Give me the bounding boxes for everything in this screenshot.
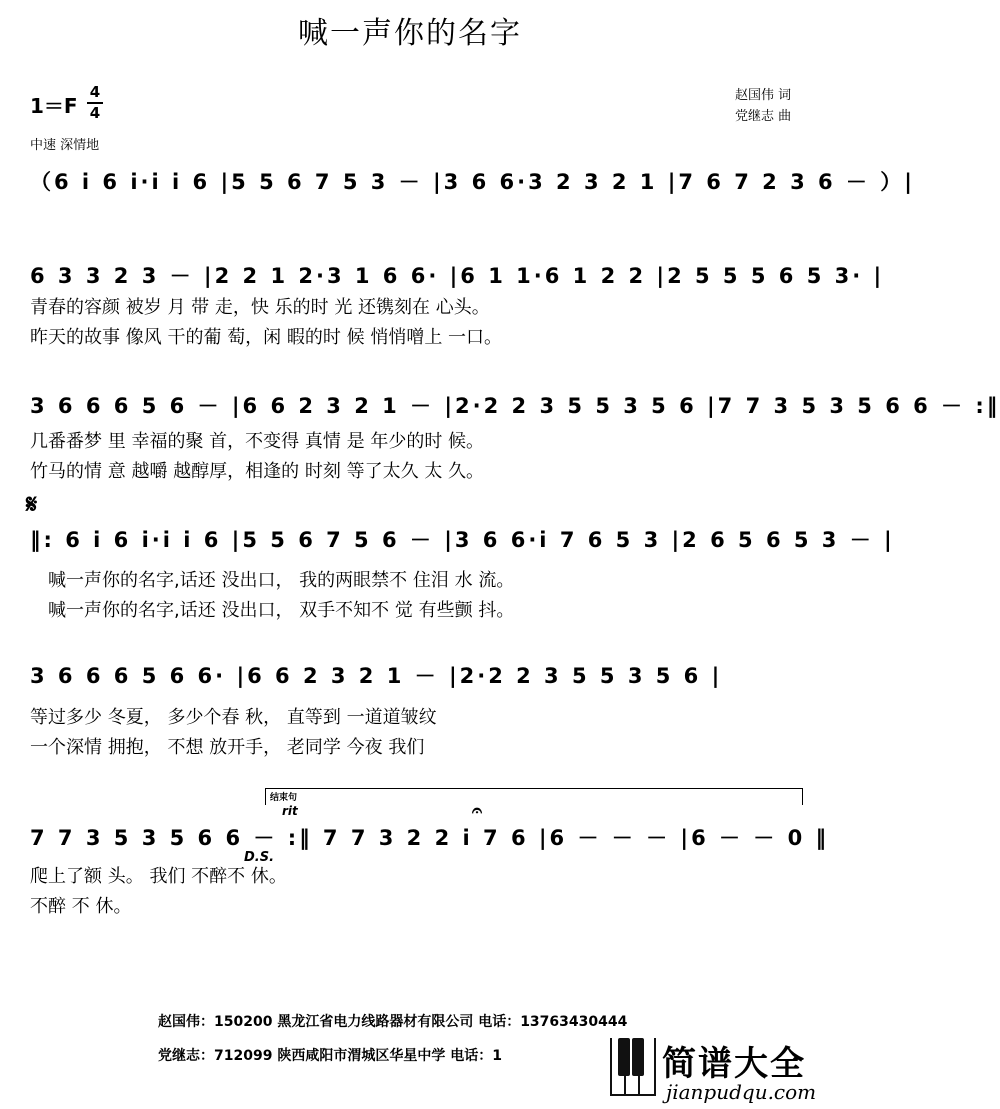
score-row-5 xyxy=(30,656,802,690)
lyric-row-2-verse-1: 青春的容颜 被岁 月 带 走，快 乐的时 光 还镌刻在 心头。 xyxy=(30,297,490,318)
lyric-row-4-verse-2: 喊一声你的名字,话还 没出口， 双手不知不 觉 有些颤 抖。 xyxy=(48,600,515,621)
meter-bottom: 4 xyxy=(89,104,101,122)
meter-top: 4 xyxy=(89,83,101,101)
lyric-row-6-verse-1: 爬上了额 头。 我们 不醉不 休。 xyxy=(30,866,287,887)
lyric-row-5-verse-1: 等过多少 冬夏， 多少个春 秋， 直等到 一道道皱纹 xyxy=(30,707,437,728)
lyricist-credit: 赵国伟 词 xyxy=(735,88,792,103)
time-signature xyxy=(87,84,103,122)
notes-row-6: 7 7 3 5 3 5 6 6 － :‖ 7 7 3 2 2 i 7 6 |6 － － － |6 － － 0 ‖ xyxy=(30,826,830,850)
logo-url: jianpudqu.com xyxy=(666,1080,817,1104)
piano-keys-icon xyxy=(610,1038,660,1098)
lyric-row-6-verse-2: 不醉 不 休。 xyxy=(30,896,132,917)
tempo-marking: 中速 深情地 xyxy=(30,138,100,153)
fermata-icon: 𝄐 xyxy=(472,800,483,821)
key-signature: 1＝F xyxy=(30,94,78,118)
lyric-row-3-verse-1: 几番番梦 里 幸福的聚 首，不变得 真情 是 年少的时 候。 xyxy=(30,431,485,452)
notes-row-2: 6 3 3 2 3 － |2 2 1 2·3 1 6 6· |6 1 1·6 1 2 2 |2 5 5 5 6 5 3· | xyxy=(30,264,885,288)
ds-marking: D.S. xyxy=(244,850,275,865)
logo-name: 简谱大全 xyxy=(662,1044,806,1084)
lyric-row-5-verse-2: 一个深情 拥抱， 不想 放开手， 老同学 今夜 我们 xyxy=(30,737,425,758)
notes-row-1: （6 i 6 i·i i 6 |5 5 6 7 5 3 － |3 6 6·3 2 3 2 1 |7 6 7 2 3 6 － ）| xyxy=(30,170,915,194)
segno-sign: 𝄋 xyxy=(26,490,38,520)
score-row-2 xyxy=(30,256,885,290)
notes-row-5: 3 6 6 6 5 6 6· |6 6 2 3 2 1 － |2·2 2 3 5 5 3 5 6 | xyxy=(30,664,723,688)
notes-row-3: 3 6 6 6 5 6 － |6 6 2 3 2 1 － |2·2 2 3 5 5 3 5 6 |7 7 3 5 3 5 6 6 － :‖ xyxy=(30,394,1000,418)
notes-row-4: ‖: 6 i 6 i·i i 6 |5 5 6 7 5 6 － |3 6 6·i 7 6 5 3 |2 6 5 6 5 3 － | xyxy=(30,528,895,552)
score-row-6 xyxy=(30,818,830,852)
song-title: 喊一声你的名字 xyxy=(298,16,522,51)
lyric-row-2-verse-2: 昨天的故事 像风 干的葡 萄，闲 暇的时 候 悄悄噌上 一口。 xyxy=(30,327,503,348)
lyric-row-4-verse-1: 喊一声你的名字,话还 没出口， 我的两眼禁不 住泪 水 流。 xyxy=(48,570,515,591)
score-row-3 xyxy=(30,386,1000,420)
rit-marking: rit xyxy=(282,804,298,818)
composer-credit: 党继志 曲 xyxy=(735,109,792,124)
site-logo xyxy=(610,1034,820,1104)
footer-contact-composer: 党继志：712099 陕西咸阳市渭城区华星中学 电话：1 xyxy=(158,1048,502,1064)
ending-label: 结束句 xyxy=(270,793,298,803)
lyric-row-3-verse-2: 竹马的情 意 越嚼 越醇厚，相逢的 时刻 等了太久 太 久。 xyxy=(30,461,485,482)
score-row-1 xyxy=(30,162,915,196)
footer-contact-lyricist: 赵国伟：150200 黑龙江省电力线路器材有限公司 电话：13763430444 xyxy=(158,1014,628,1030)
ending-bracket xyxy=(265,788,803,805)
score-row-4 xyxy=(30,520,895,554)
